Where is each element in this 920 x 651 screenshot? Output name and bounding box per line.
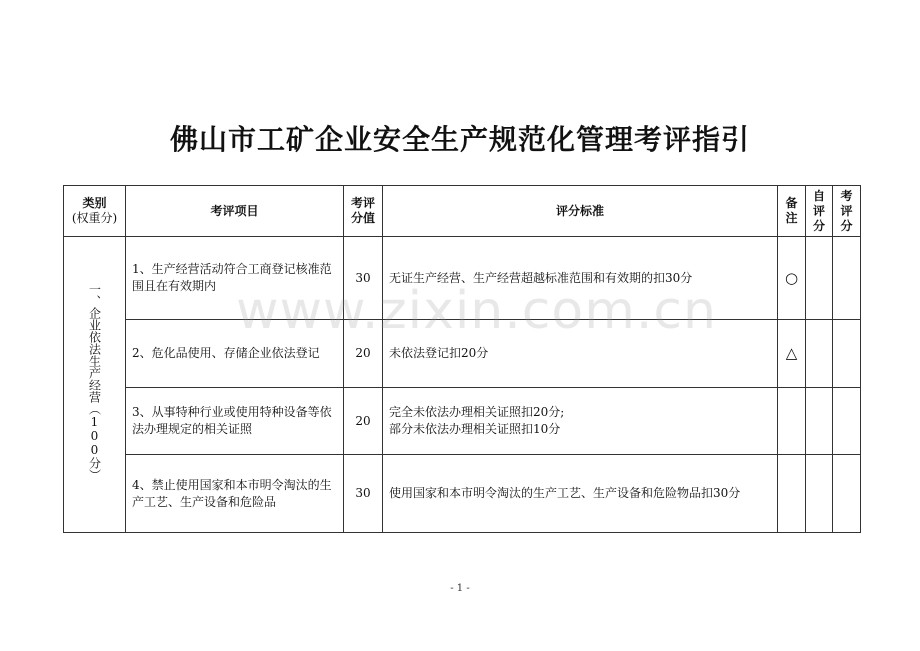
self-score-cell[interactable] [806, 388, 833, 455]
item-cell: 2、危化品使用、存储企业依法登记 [126, 320, 344, 388]
header-item: 考评项目 [126, 186, 344, 237]
eval-score-cell[interactable] [833, 388, 861, 455]
standard-line-2: 部分未依法办理相关证照扣10分 [389, 422, 561, 436]
item-cell: 1、生产经营活动符合工商登记核准范围且在有效期内 [126, 237, 344, 320]
page-number: - 1 - [450, 583, 470, 594]
table-row [64, 320, 861, 388]
watermark: www.zixin.com.cn [236, 281, 717, 341]
standard-cell: 使用国家和本市明令淘汰的生产工艺、生产设备和危险物品扣30分 [383, 455, 778, 533]
header-category [64, 186, 126, 237]
header-score: 考评分值 [344, 186, 383, 237]
header-standard: 评分标准 [383, 186, 778, 237]
self-score-cell[interactable] [806, 237, 833, 320]
self-score-cell[interactable] [806, 320, 833, 388]
header-self-score: 自评分 [806, 186, 833, 237]
standard-cell: 未依法登记扣20分 [383, 320, 778, 388]
eval-score-cell[interactable] [833, 320, 861, 388]
self-score-cell[interactable] [806, 455, 833, 533]
evaluation-table [63, 185, 861, 533]
table-row [64, 388, 861, 455]
table-row [64, 455, 861, 533]
standard-cell [383, 388, 778, 455]
note-cell: ○ [778, 237, 806, 320]
header-category-weight: (权重分) [71, 211, 118, 225]
standard-cell: 无证生产经营、生产经营超越标准范围和有效期的扣30分 [383, 237, 778, 320]
score-cell: 30 [344, 455, 383, 533]
eval-score-cell[interactable] [833, 455, 861, 533]
item-cell: 4、禁止使用国家和本市明令淘汰的生产工艺、生产设备和危险品 [126, 455, 344, 533]
score-cell: 20 [344, 320, 383, 388]
header-row [64, 186, 861, 237]
category-cell [64, 237, 126, 533]
note-cell [778, 455, 806, 533]
note-cell: △ [778, 320, 806, 388]
note-cell [778, 388, 806, 455]
eval-score-cell[interactable] [833, 237, 861, 320]
category-label: 一、企业依法生产经营（100分） [87, 283, 102, 481]
table-row [64, 237, 861, 320]
document-title: 佛山市工矿企业安全生产规范化管理考评指引 [169, 123, 750, 156]
score-cell: 30 [344, 237, 383, 320]
header-category-label: 类别 [82, 196, 107, 210]
score-cell: 20 [344, 388, 383, 455]
header-eval-score: 考评分 [833, 186, 861, 237]
standard-line-1: 完全未依法办理相关证照扣20分; [389, 405, 565, 419]
item-cell: 3、从事特种行业或使用特种设备等依法办理规定的相关证照 [126, 388, 344, 455]
header-note: 备注 [778, 186, 806, 237]
